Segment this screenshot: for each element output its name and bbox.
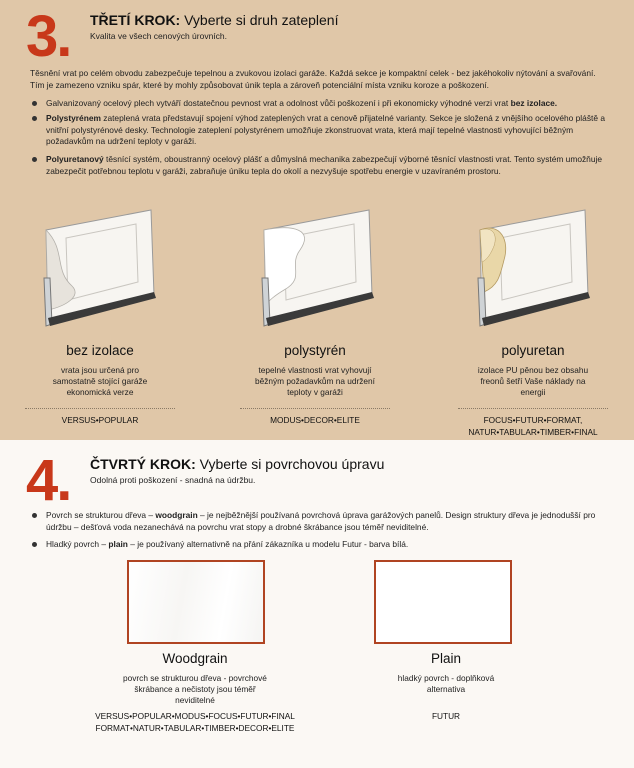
bullet-lead: Polystyrénem <box>46 113 101 123</box>
surface-description: hladký povrch - doplňková alternativa <box>397 673 495 694</box>
bullet-dot-icon <box>32 542 37 547</box>
step-3-intro: Těsnění vrat po celém obvodu zabezpečuje tepelnou a zvukovou izolaci garáže. Každá sekce je kompaktní celek - bez jakéhokoliv nýtování a svařování. Tím je zamezeno vzniku spár, které by mohly způsobovat únik tepla a zároveň potenciální místa vzniku koroze a poškození. <box>30 68 596 90</box>
divider <box>25 408 175 409</box>
step-4-title-rest: Vyberte si povrchovou úpravu <box>195 456 385 472</box>
step-4-title-prefix: ČTVRTÝ KROK: <box>90 456 196 472</box>
step-3-bullet-2 <box>32 113 622 148</box>
divider <box>240 408 390 409</box>
bullet-lead: Hladký povrch – <box>46 539 109 549</box>
step-3-number: 3. <box>26 4 71 69</box>
step-3-title-rest: Vyberte si druh zateplení <box>180 12 339 28</box>
step-4-subtitle: Odolná proti poškození - snadná na údržbu. <box>90 475 256 485</box>
bullet-dot-icon <box>32 116 37 121</box>
step-4-number: 4. <box>26 448 71 513</box>
surface-plain-models-block <box>351 711 541 723</box>
bullet-text: – je používaný alternativně na přání zákazníka u modelu Futur - barva bílá. <box>127 539 409 549</box>
step-4-bullet-plain <box>32 539 622 551</box>
product-name: polyuretan <box>501 343 565 358</box>
surface-plain <box>351 651 541 695</box>
product-models: VERSUS•POPULAR <box>61 415 139 425</box>
surface-woodgrain-models-block <box>20 711 370 734</box>
product-polystyrene <box>235 343 395 427</box>
bullet-lead: Polyuretanový <box>46 154 104 164</box>
divider <box>458 408 608 409</box>
product-polyurethane <box>443 343 623 438</box>
surface-models: FUTUR <box>431 711 461 721</box>
bullet-dot-icon <box>32 513 37 518</box>
surface-name: Plain <box>430 651 462 666</box>
step-3-subtitle: Kvalita ve všech cenových úrovních. <box>90 31 228 41</box>
woodgrain-swatch <box>127 560 265 644</box>
plain-swatch <box>374 560 512 644</box>
product-description: izolace PU pěnou bez obsahu freonů šetří Vaše náklady na energii <box>477 365 589 397</box>
product-name: bez izolace <box>66 343 134 358</box>
bullet-lead: Povrch se strukturou dřeva – <box>46 510 156 520</box>
panel-polyurethane-illustration <box>470 200 600 330</box>
bullet-dot-icon <box>32 101 37 106</box>
surface-woodgrain <box>100 651 290 706</box>
product-models: MODUS•DECOR•ELITE <box>270 415 360 425</box>
step-3-title <box>90 12 338 28</box>
panel-polystyrene-illustration <box>254 200 384 330</box>
bullet-bold-tail: bez izolace. <box>510 98 558 108</box>
bullet-bold: woodgrain <box>155 510 198 520</box>
product-models: FOCUS•FUTUR•FORMAT, NATUR•TABULAR•TIMBER•FINAL <box>468 415 598 437</box>
step-4-bullet-woodgrain <box>32 510 622 533</box>
panel-no-insulation-illustration <box>36 200 166 330</box>
surface-models: VERSUS•POPULAR•MODUS•FOCUS•FUTUR•FINAL FORMAT•NATUR•TABULAR•TIMBER•DECOR•ELITE <box>95 711 295 733</box>
product-description: vrata jsou určená pro samostatně stojící garáže ekonomická verze <box>52 365 148 397</box>
bullet-bold: plain <box>108 539 128 549</box>
product-description: tepelné vlastnosti vrat vyhovují běžným požadavkům na udržení teploty v garáži <box>255 365 375 397</box>
product-name: polystyrén <box>284 343 346 358</box>
bullet-dot-icon <box>32 157 37 162</box>
step-3-bullet-3 <box>32 154 622 177</box>
bullet-text: těsnící systém, oboustranný ocelový plášť a důmyslná mechanika zabezpečují výborné těsnící vlastnosti vrat. Tento systém umožňuje zabezpečit potřebnou teplotu v garáži, zabraňuje úniku tepla do okolí a nezvyšuje spotřebu energie v uzavíraném prostoru. <box>46 154 603 176</box>
step-3-bullet-1 <box>32 98 622 110</box>
product-no-insulation <box>20 343 180 427</box>
bullet-text: – je nejběžnější používaná povrchová úprava garážových panelů. Design struktury dřeva je jednodušší pro údržbu – dešťová voda nezanechává na povrchu vrat stopy a drobné škrábance jsou téměř neviditelné. <box>46 510 596 532</box>
surface-description: povrch se strukturou dřeva - povrchové škrábance a nečistoty jsou téměř neviditelné <box>123 673 267 705</box>
step-3-title-prefix: TŘETÍ KROK: <box>90 12 181 28</box>
surface-name: Woodgrain <box>162 651 228 666</box>
bullet-text: zateplená vrata představují spojení výhod zateplených vrat a cenově přijatelné varianty. Sekce je složená z vnějšího ocelového pláště a vnitřní polystyrénové desky. Technologie zateplení polystyrénem umožňuje zkonstruovat vrata, která mají tepelné vlastnosti vyhovující běžným požadavkům na udržení teploty v garáži. <box>46 113 605 146</box>
bullet-text: Galvanizovaný ocelový plech vytváří dostatečnou pevnost vrat a odolnost vůči poškození i při ekonomicky výhodné verzi vrat <box>46 98 511 108</box>
step-4-title <box>90 456 384 472</box>
